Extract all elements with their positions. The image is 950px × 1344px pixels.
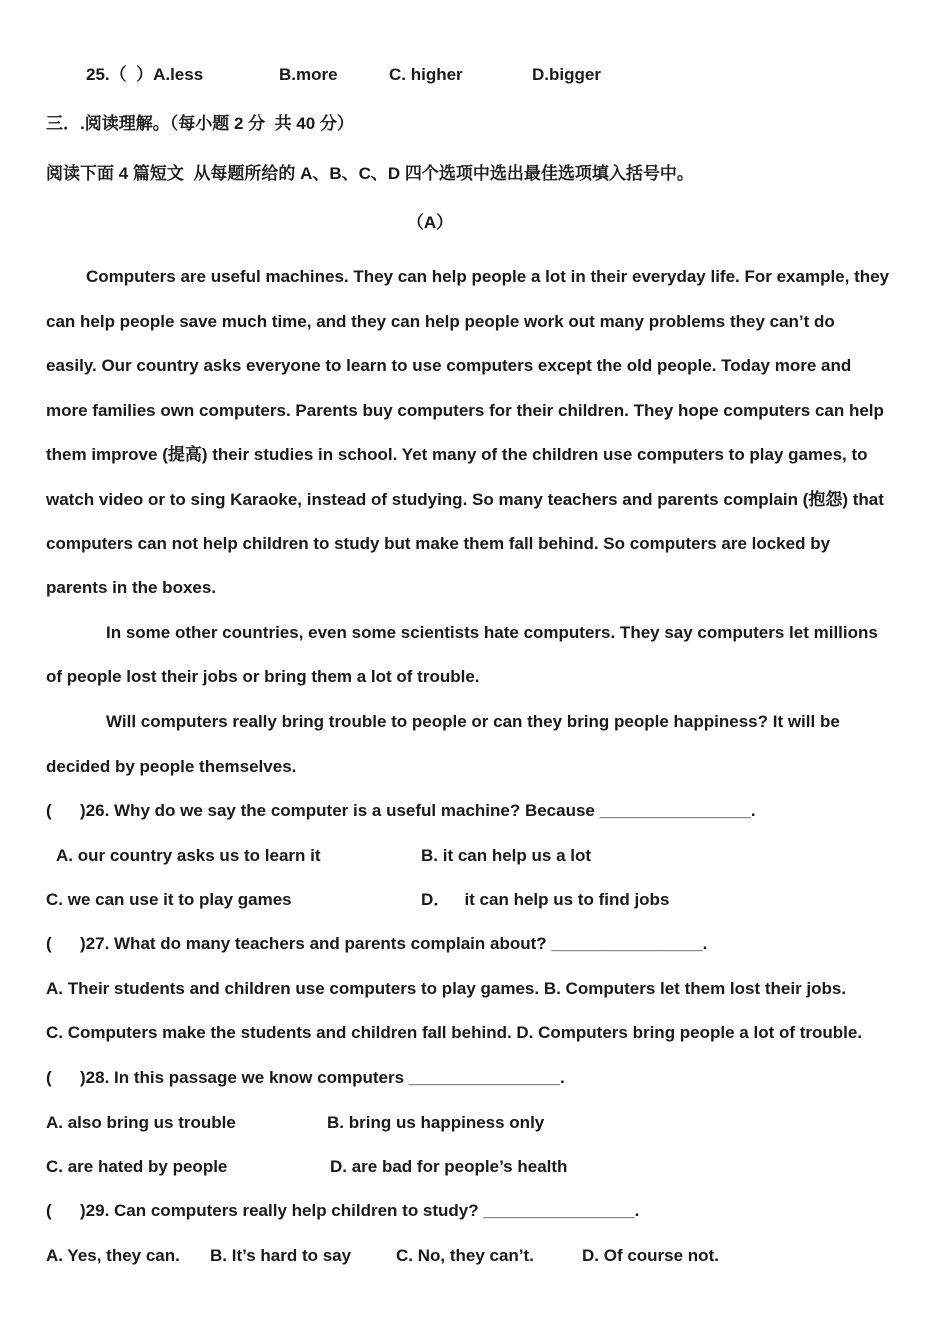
q26-option-c: C. we can use it to play games: [46, 890, 292, 909]
passage-line: Computers are useful machines. They can help people a lot in their everyday life. For example, they: [86, 267, 890, 286]
passage-line: them improve (提高) their studies in school. Yet many of the children use computers to play games, to: [46, 445, 868, 464]
passage-line: watch video or to sing Karaoke, instead of studying. So many teachers and parents complain (抱怨) that: [46, 490, 884, 509]
section-instruction: 阅读下面 4 篇短文 从每题所给的 A、B、C、D 四个选项中选出最佳选项填入括号中。: [46, 164, 694, 183]
q28-option-b: B. bring us happiness only: [327, 1113, 545, 1132]
q25-option-b: B.more: [279, 65, 338, 84]
q28-option-a: A. also bring us trouble: [46, 1113, 236, 1132]
passage-line: can help people save much time, and they can help people work out many problems they can’t do: [46, 312, 835, 331]
q28-option-d: D. are bad for people’s health: [330, 1157, 568, 1176]
passage-line: easily. Our country asks everyone to learn to use computers except the old people. Today more and: [46, 356, 852, 375]
passage-line: more families own computers. Parents buy computers for their children. They hope computers can help: [46, 401, 884, 420]
passage-line: decided by people themselves.: [46, 757, 297, 776]
q25-option-c: C. higher: [389, 65, 463, 84]
q28-stem: ( )28. In this passage we know computers ________________.: [46, 1068, 565, 1087]
q25-stem: 25.（ ）A.less: [86, 65, 204, 84]
q26-option-b: B. it can help us a lot: [421, 846, 592, 865]
passage-line: of people lost their jobs or bring them a lot of trouble.: [46, 667, 480, 686]
q29-option-c: C. No, they can’t.: [396, 1246, 534, 1265]
passage-line: computers can not help children to study but make them fall behind. So computers are locked by: [46, 534, 831, 553]
q26-option-a: A. our country asks us to learn it: [56, 846, 321, 865]
q27-stem: ( )27. What do many teachers and parents complain about? ________________.: [46, 934, 708, 953]
q29-option-a: A. Yes, they can.: [46, 1246, 180, 1265]
q26-option-d: D． it can help us to find jobs: [421, 890, 670, 909]
q25-option-d: D.bigger: [532, 65, 601, 84]
q28-option-c: C. are hated by people: [46, 1157, 228, 1176]
q29-option-d: D. Of course not.: [582, 1246, 719, 1265]
q27-options-cd: C. Computers make the students and children fall behind. D. Computers bring people a lot of trouble.: [46, 1023, 863, 1042]
q29-option-b: B. It’s hard to say: [210, 1246, 352, 1265]
passage-line: parents in the boxes.: [46, 578, 217, 597]
passage-line: In some other countries, even some scientists hate computers. They say computers let millions: [106, 623, 878, 642]
section-heading: 三．.阅读理解。（每小题 2 分 共 40 分）: [46, 114, 354, 133]
q27-options-ab: A. Their students and children use computers to play games. B. Computers let them lost their jobs.: [46, 979, 847, 998]
q29-stem: ( )29. Can computers really help children to study? ________________.: [46, 1201, 640, 1220]
passage-label: （A）: [406, 213, 454, 232]
q26-stem: ( )26. Why do we say the computer is a useful machine? Because ________________.: [46, 801, 756, 820]
passage-line: Will computers really bring trouble to people or can they bring people happiness? It will be: [106, 712, 840, 731]
